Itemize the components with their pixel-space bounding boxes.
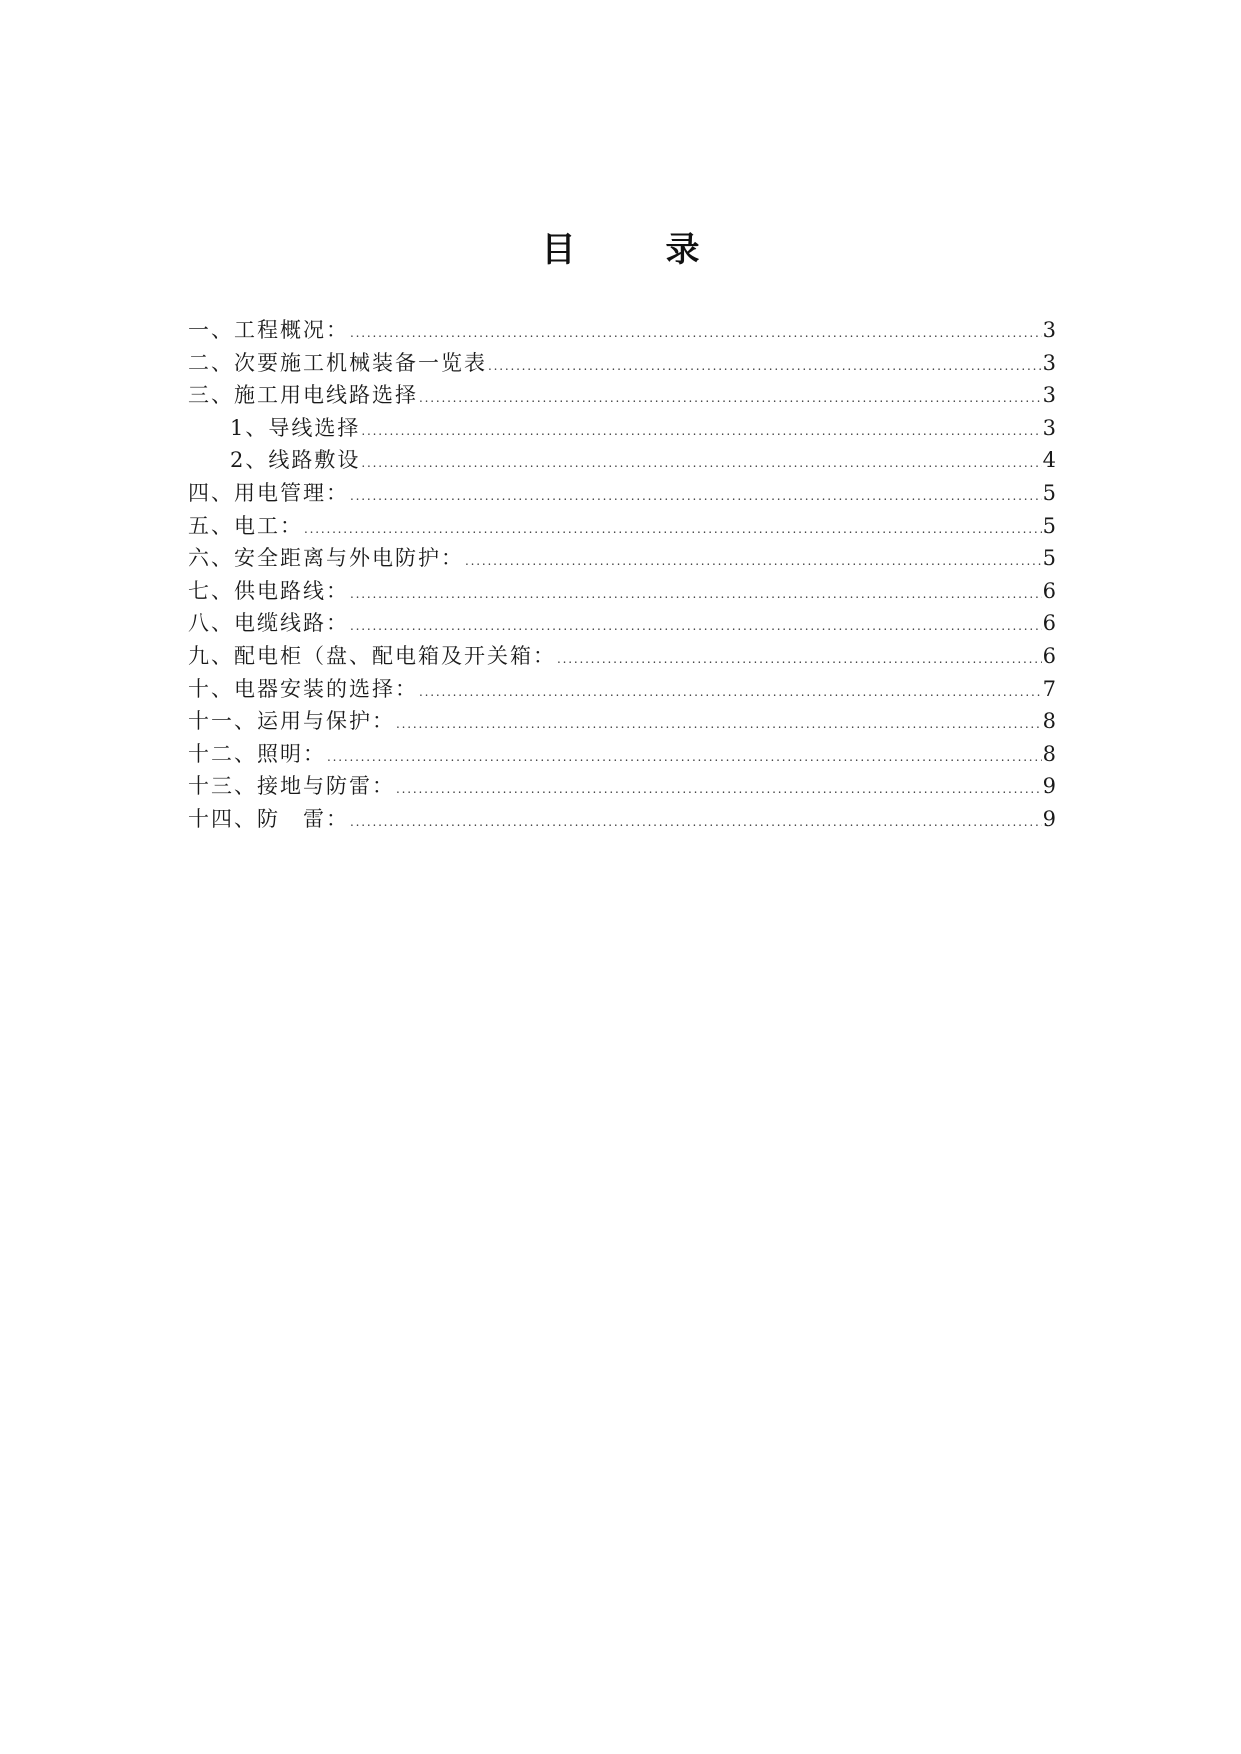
toc-entry-label: 十、电器安装的选择： [188, 676, 418, 701]
toc-entry-page: 9 [1042, 774, 1056, 799]
toc-entry-page: 3 [1042, 383, 1056, 408]
toc-entry-page: 6 [1042, 578, 1056, 603]
toc-entry-page: 3 [1042, 350, 1056, 375]
toc-entry-label: 十四、防 雷： [188, 806, 349, 831]
toc-entry[interactable] [188, 510, 1056, 543]
toc-entry-page: 5 [1042, 546, 1056, 571]
toc-entry-page: 7 [1042, 676, 1056, 701]
toc-entry[interactable] [188, 575, 1056, 608]
toc-entry-label: 十二、照明： [188, 741, 326, 766]
dot-leader [350, 578, 1042, 611]
toc-entry[interactable] [188, 803, 1056, 836]
dot-leader [488, 350, 1042, 383]
toc-entry-label: 六、安全距离与外电防护： [188, 546, 464, 571]
dot-leader [419, 382, 1042, 415]
dot-leader [327, 741, 1042, 774]
dot-leader [304, 513, 1042, 546]
toc-entry-label: 二、次要施工机械装备一览表 [188, 350, 487, 375]
toc-entry[interactable] [188, 542, 1056, 575]
dot-leader [361, 415, 1041, 448]
dot-leader [396, 708, 1042, 741]
toc-entry-label: 四、用电管理： [188, 480, 349, 505]
toc-entry[interactable] [188, 738, 1056, 771]
toc-entry-page: 6 [1042, 611, 1056, 636]
toc-entry[interactable] [188, 607, 1056, 640]
toc-entry-page: 4 [1042, 448, 1056, 473]
dot-leader [350, 610, 1042, 643]
toc-entry[interactable] [188, 640, 1056, 673]
toc-entry-page: 6 [1042, 643, 1056, 668]
dot-leader [396, 773, 1042, 806]
dot-leader [419, 676, 1042, 709]
toc-entry-page: 8 [1042, 741, 1056, 766]
toc-entry-label: 五、电工： [188, 513, 303, 538]
toc-entry-label: 九、配电柜（盘、配电箱及开关箱： [188, 643, 556, 668]
toc-entry-page: 5 [1042, 480, 1056, 505]
toc-entry-label: 1、导线选择 [230, 415, 361, 440]
table-of-contents [188, 314, 1056, 836]
toc-entry[interactable] [188, 673, 1056, 706]
toc-entry[interactable] [188, 705, 1056, 738]
toc-entry[interactable] [188, 379, 1056, 412]
toc-entry-label: 十一、运用与保护： [188, 709, 395, 734]
toc-entry[interactable] [188, 314, 1056, 347]
dot-leader [557, 643, 1042, 676]
toc-entry[interactable] [188, 347, 1056, 380]
toc-entry-page: 5 [1042, 513, 1056, 538]
toc-entry[interactable] [188, 477, 1056, 510]
toc-entry-page: 9 [1042, 806, 1056, 831]
toc-entry-label: 八、电缆线路： [188, 611, 349, 636]
toc-entry-label: 三、施工用电线路选择 [188, 383, 418, 408]
toc-subentry[interactable] [188, 412, 1056, 445]
toc-entry-label: 一、工程概况： [188, 318, 349, 342]
dot-leader [350, 317, 1042, 350]
dot-leader [350, 480, 1042, 513]
toc-entry-label: 十三、接地与防雷： [188, 774, 395, 799]
toc-entry-page: 8 [1042, 709, 1056, 734]
page-title: 目 录 [541, 230, 728, 270]
toc-entry-page: 3 [1042, 318, 1056, 342]
toc-subentry[interactable] [188, 444, 1056, 477]
toc-entry-label: 2、线路敷设 [230, 448, 361, 473]
dot-leader [350, 806, 1042, 839]
dot-leader [361, 447, 1041, 480]
toc-entry[interactable] [188, 770, 1056, 803]
toc-entry-page: 3 [1042, 415, 1056, 440]
toc-entry-label: 七、供电路线： [188, 578, 349, 603]
dot-leader [465, 545, 1042, 578]
